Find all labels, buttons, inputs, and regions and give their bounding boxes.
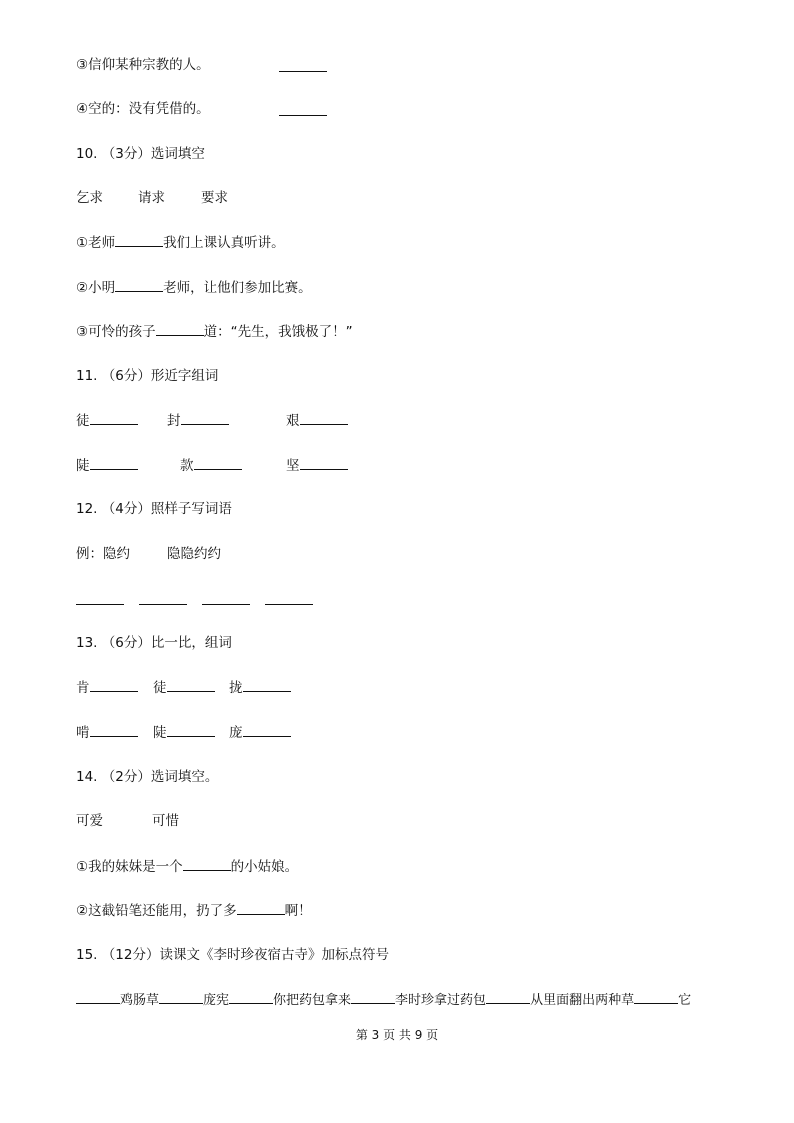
q14-item-1 <box>76 856 298 876</box>
q14-item-1-post: 的小姑娘。 <box>230 859 299 875</box>
q14-item-1-pre: ①我的妹妹是一个 <box>76 859 183 875</box>
q9-item-3 <box>76 55 210 75</box>
q15-header: 15. （12分）读课文《李时珍夜宿古寺》加标点符号 <box>76 947 389 963</box>
passage-segment: 庞宪 <box>203 993 230 1008</box>
answer-blank[interactable] <box>229 989 273 1004</box>
q10-item-3-post: 道：“先生，我饿极了！” <box>203 324 353 340</box>
char-item <box>76 410 138 431</box>
q13-row-2 <box>76 722 376 742</box>
word-option: 要求 <box>201 190 228 206</box>
char-item <box>76 677 138 698</box>
q13-header: 13. （6分）比一比，组词 <box>76 635 232 651</box>
q10-item-3 <box>76 321 353 341</box>
q14-item-2 <box>76 900 312 920</box>
q15-passage <box>76 989 691 1009</box>
example-answer: 隐隐约约 <box>167 546 221 562</box>
char-item <box>76 722 138 743</box>
char-item <box>180 455 242 476</box>
answer-blank[interactable] <box>181 410 229 425</box>
char-item <box>76 455 138 476</box>
char: 艰 <box>286 413 300 429</box>
q11-row-2 <box>76 455 376 475</box>
char: 徒 <box>153 680 167 696</box>
answer-blank[interactable] <box>265 590 313 605</box>
q11-row-1 <box>76 410 376 430</box>
q10-item-2-post: 老师，让他们参加比赛。 <box>163 280 312 296</box>
passage-segment: 鸡肠草 <box>120 993 160 1008</box>
answer-blank[interactable] <box>634 989 678 1004</box>
answer-blank[interactable] <box>159 989 203 1004</box>
passage-segment: 你把药包拿来 <box>273 993 352 1008</box>
answer-blank[interactable] <box>237 900 285 915</box>
char-item <box>167 410 229 431</box>
answer-blank[interactable] <box>115 232 163 247</box>
char: 啃 <box>76 725 90 741</box>
answer-blank[interactable] <box>90 722 138 737</box>
q11-header: 11. （6分）形近字组词 <box>76 368 219 384</box>
q10-item-1 <box>76 232 285 252</box>
q14-item-2-pre: ②这截铅笔还能用，扔了多 <box>76 903 237 919</box>
char: 徒 <box>76 413 90 429</box>
answer-blank[interactable] <box>243 677 291 692</box>
answer-blank[interactable] <box>279 101 327 116</box>
q10-item-3-pre: ③可怜的孩子 <box>76 324 156 340</box>
word-option: 可爱 <box>76 813 103 829</box>
passage-segment: 李时珍拿过药包 <box>395 993 487 1008</box>
char: 拢 <box>229 680 243 696</box>
char-item <box>286 455 348 476</box>
char: 肯 <box>76 680 90 696</box>
q13-row-1 <box>76 677 376 697</box>
passage-segment: 从里面翻出两种草 <box>530 993 635 1008</box>
q9-item-4 <box>76 99 210 119</box>
q10-header: 10. （3分）选词填空 <box>76 146 205 162</box>
answer-blank[interactable] <box>156 321 204 336</box>
char: 陡 <box>76 458 90 474</box>
answer-blank[interactable] <box>300 410 348 425</box>
answer-blank[interactable] <box>76 989 120 1004</box>
q10-item-2-pre: ②小明 <box>76 280 116 296</box>
q14-header: 14. （2分）选词填空。 <box>76 769 219 785</box>
answer-blank[interactable] <box>90 677 138 692</box>
char-item <box>229 722 291 743</box>
example-label: 例：隐约 <box>76 546 130 562</box>
char-item <box>153 677 215 698</box>
char: 坚 <box>286 458 300 474</box>
answer-blank[interactable] <box>279 57 327 72</box>
char: 封 <box>167 413 181 429</box>
answer-blank[interactable] <box>115 277 163 292</box>
q9-item-4-text: ④空的：没有凭借的。 <box>76 101 210 117</box>
char: 陡 <box>153 725 167 741</box>
q9-item-3-text: ③信仰某种宗教的人。 <box>76 57 210 73</box>
char-item <box>153 722 215 743</box>
answer-blank[interactable] <box>167 677 215 692</box>
q10-word-bank <box>76 188 376 208</box>
answer-blank[interactable] <box>300 455 348 470</box>
page-number-footer: 第 3 页 共 9 页 <box>355 1028 439 1042</box>
word-option: 可惜 <box>152 813 179 829</box>
answer-blank[interactable] <box>76 590 124 605</box>
q12-header: 12. （4分）照样子写词语 <box>76 501 232 517</box>
q10-item-1-post: 我们上课认真听讲。 <box>163 235 285 251</box>
char: 款 <box>180 458 194 474</box>
word-option: 乞求 <box>76 190 103 206</box>
q14-item-2-post: 啊！ <box>284 903 312 919</box>
answer-blank[interactable] <box>183 856 231 871</box>
char-item <box>229 677 291 698</box>
answer-blank[interactable] <box>194 455 242 470</box>
answer-blank[interactable] <box>90 455 138 470</box>
q12-blanks <box>76 588 376 608</box>
q12-example <box>76 544 376 564</box>
char-item <box>286 410 348 431</box>
q14-word-bank <box>76 811 376 831</box>
passage-segment: 它 <box>678 993 692 1008</box>
q10-item-1-pre: ①老师 <box>76 235 116 251</box>
q10-item-2 <box>76 277 312 297</box>
answer-blank[interactable] <box>243 722 291 737</box>
answer-blank[interactable] <box>167 722 215 737</box>
word-option: 请求 <box>138 190 165 206</box>
answer-blank[interactable] <box>90 410 138 425</box>
char: 庞 <box>229 725 243 741</box>
answer-blank[interactable] <box>486 989 530 1004</box>
answer-blank[interactable] <box>202 590 250 605</box>
answer-blank[interactable] <box>139 590 187 605</box>
answer-blank[interactable] <box>351 989 395 1004</box>
